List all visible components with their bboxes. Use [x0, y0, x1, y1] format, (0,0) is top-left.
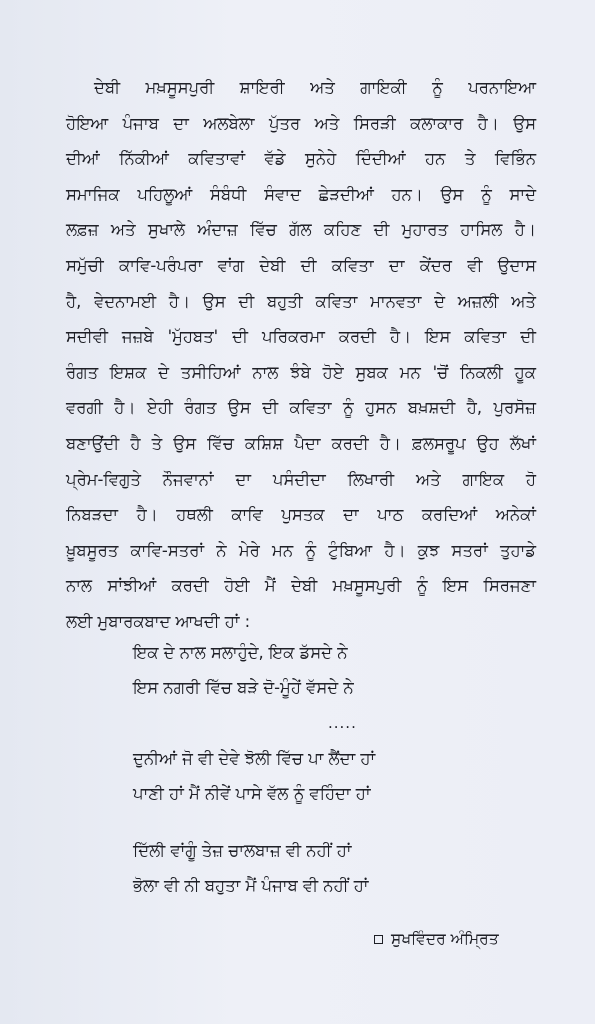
word: ਵੇਦਨਾਮਈ: [94, 291, 157, 311]
paragraph-line: ਲਈ ਮੁਬਾਰਕਬਾਦ ਆਖਦੀ ਹਾਂ :: [66, 611, 251, 631]
word: ਦੇ: [434, 291, 445, 311]
word: ਉਸ: [202, 291, 226, 311]
word: ਦਾ: [235, 469, 251, 489]
word: ਨੂੰ: [342, 398, 354, 418]
word: ਤੇ: [151, 433, 163, 453]
word: ਨੌਜਵਾਨਾਂ: [162, 469, 214, 489]
paragraph-line: [66, 177, 536, 213]
word: ਦਾ: [173, 113, 189, 133]
paragraph-line: [66, 462, 536, 498]
paragraph-line: [66, 284, 536, 320]
word: ਕਰਦਿਆਂ: [421, 505, 478, 525]
word: ਨੇ: [216, 540, 227, 560]
word: ਉਦਾਸ: [497, 255, 536, 275]
stanza-separator: .....: [328, 714, 357, 732]
word: ਗੱਲ: [289, 220, 312, 240]
paragraph-line: [66, 390, 536, 426]
word: ਦੇ: [158, 362, 170, 382]
word: ਮਖ਼ਸੂਸਪੁਰੀ: [332, 576, 402, 596]
word: ਵੱਡੇ: [264, 149, 286, 169]
word: ਵਾਂਗ: [217, 255, 245, 275]
word: ਹੂਕ: [514, 362, 536, 382]
word: ਮਨ: [399, 362, 421, 382]
word: ਦੀ: [300, 255, 317, 275]
word: ਕਾਵਿ-ਪਰੰਪਰਾ: [118, 255, 203, 275]
word: ਹੈ।: [114, 398, 136, 418]
word: ਸ਼ਾਇਰੀ: [239, 78, 285, 97]
word: ਨਾਲ: [66, 576, 93, 596]
word: ਖ਼ੂਬਸੂਰਤ: [66, 540, 119, 560]
word: ਸਦੀਵੀ: [66, 327, 108, 347]
word: ਦੇਬੀ: [291, 576, 318, 596]
word: ਮੇਰੇ: [238, 540, 260, 560]
word: ਕਵਿਤਾ: [289, 398, 332, 418]
word: ਉਸ: [513, 113, 536, 133]
word: ਲੱਖਾਂ: [509, 433, 536, 453]
word: ਅਤੇ: [416, 469, 441, 489]
word: ਨੂੰ: [432, 78, 443, 97]
word: ਟੁੰਬਿਆ: [328, 540, 373, 560]
word: ਦੇਬੀ: [259, 255, 286, 275]
word: ਗਾਇਕ: [462, 469, 505, 489]
word: ਸਮੁੱਚੀ: [66, 255, 104, 275]
word: ਦਾ: [388, 255, 405, 275]
word: ਅਨੇਕਾਂ: [495, 505, 536, 525]
word: ਅਤੇ: [314, 113, 340, 133]
word: ਅਤੇ: [511, 291, 536, 311]
paragraph-line: [66, 70, 536, 106]
word: ਸੁਖਾਲੇ: [147, 220, 185, 240]
word: ਕਰਦੀ: [338, 327, 376, 347]
word: ਬਣਾਉਂਦੀ: [66, 433, 120, 453]
word: ਬਖ਼ਸ਼ਦੀ: [407, 398, 456, 418]
word: ਕਾਵਿ-ਸਤਰਾਂ: [130, 540, 205, 560]
paragraph-line: [66, 212, 536, 248]
word: ਅਤੇ: [110, 220, 136, 240]
word: ਕਰਦੀ: [171, 576, 209, 596]
word: ਹੋਏ: [322, 362, 344, 382]
word: ਹੈ।: [389, 327, 412, 347]
verse-line: ਦਿੱਲੀ ਵਾਂਗੂੰ ਤੇਜ਼ ਚਾਲਬਾਜ਼ ਵੀ ਨਹੀਂ ਹਾਂ: [133, 841, 352, 860]
word: ਸਿਰਜਣਾ: [483, 576, 536, 596]
word: ਵਰਗੀ: [66, 398, 103, 418]
verse-line: ਇਸ ਨਗਰੀ ਵਿੱਚ ਬੜੇ ਦੋ-ਮੂੰਹੇਂ ਵੱਸਦੇ ਨੇ: [133, 678, 354, 697]
word: ਪੁਰਸੋਜ਼: [493, 398, 536, 418]
word: ਵੀ: [467, 255, 483, 275]
word: ਦੀ: [373, 220, 390, 240]
word: ਲਫ਼ਜ਼: [66, 220, 99, 240]
word: ਕਰਦੀ: [331, 433, 369, 453]
word: ਤੁਹਾਡੇ: [500, 540, 536, 560]
word: ਪਾਠ: [377, 505, 404, 525]
author-name: ਸੁਖਵਿੰਦਰ ਅੰਮ੍ਰਿਤ: [391, 930, 499, 948]
word: ਨਿਕਲੀ: [460, 362, 503, 382]
word: ਬਹੁਤੀ: [266, 291, 303, 311]
word: ਕੁਝ: [417, 540, 440, 560]
word: ਇਸ: [425, 327, 451, 347]
word: ਕਵਿਤਾ: [331, 255, 374, 275]
word: ਦੇਬੀ: [94, 78, 121, 97]
word: ਸਤਰਾਂ: [451, 540, 488, 560]
word: ਹੈ।: [477, 113, 499, 133]
word: ਹੁਸਨ: [365, 398, 397, 418]
word: ਕਲਾਕਾਰ: [410, 113, 464, 133]
paragraph-line: [66, 426, 536, 462]
word: ਉਸ: [440, 184, 464, 204]
word: ਅਲਬੇਲਾ: [203, 113, 255, 133]
verse-line: ਪਾਣੀ ਹਾਂ ਮੈਂ ਨੀਵੇਂ ਪਾਸੇ ਵੱਲ ਨੂੰ ਵਹਿੰਦਾ ਹਾਂ: [133, 784, 371, 803]
paragraph-line: [66, 355, 536, 391]
word: ਦੀ: [232, 327, 248, 347]
paragraph-line: [66, 141, 536, 177]
paragraph-line: [66, 319, 536, 355]
word: ਝੰਬੇ: [290, 362, 311, 382]
word: ਨੂੰ: [305, 540, 316, 560]
word: ਜਜ਼ਬੇ: [121, 327, 154, 347]
word: ਹਥਲੀ: [176, 505, 213, 525]
word: ਨਿੱਕੀਆਂ: [119, 149, 169, 169]
word: ਨਾਲ: [252, 362, 279, 382]
word: ਦੀ: [238, 291, 255, 311]
word: ਪਰਿਕਰਮਾ: [261, 327, 325, 347]
word: ਸਾਦੇ: [509, 184, 536, 204]
word: ਹੈ: [130, 433, 141, 453]
word: ਵਿੱਚ: [250, 220, 277, 240]
word: ਇਸ: [442, 576, 469, 596]
word: ਹੈ,: [66, 291, 82, 311]
word: ਦਿੰਦੀਆਂ: [355, 149, 406, 169]
word: ਇਸ਼ਕ: [109, 362, 147, 382]
paragraph-line: [66, 533, 536, 569]
word: ਰੰਗਤ: [184, 398, 217, 418]
word: ਨੂੰ: [481, 184, 492, 204]
verse-line: ਇਕ ਦੇ ਨਾਲ ਸਲਾਹੁੰਦੇ, ਇਕ ਡੱਸਦੇ ਨੇ: [133, 643, 348, 662]
word: ਅੰਦਾਜ਼: [197, 220, 238, 240]
word: ਹਨ: [425, 149, 446, 169]
word: ਪਸੰਦੀਦਾ: [272, 469, 326, 489]
word: ਫ਼ਲਸਰੂਪ: [412, 433, 466, 453]
word: ਪੁਸਤਕ: [281, 505, 325, 525]
word: ਪੈਦਾ: [294, 433, 321, 453]
word: ਤਸੀਹਿਆਂ: [180, 362, 241, 382]
word: ਮੁਹਾਰਤ: [401, 220, 448, 240]
word: ਏਹੀ: [146, 398, 173, 418]
word: ਅਤੇ: [310, 78, 335, 97]
poem-excerpt: [133, 635, 533, 903]
intro-paragraph: [66, 70, 536, 640]
word: ਹਾਸਿਲ: [460, 220, 503, 240]
word: ਮਖ਼ਸੂਸਪੁਰੀ: [145, 78, 215, 97]
word: ਸੁਨੇਹੇ: [304, 149, 337, 169]
word: ਦੀ: [520, 327, 536, 347]
word: ਨੂੰ: [416, 576, 428, 596]
word: ਉਸ: [173, 433, 197, 453]
word: ਪੰਜਾਬ: [122, 113, 159, 133]
word: ਮੈਂ: [264, 576, 276, 596]
verse-line: ਭੋਲਾ ਵੀ ਨੀ ਬਹੁਤਾ ਮੈਂ ਪੰਜਾਬ ਵੀ ਨਹੀਂ ਹਾਂ: [133, 876, 369, 895]
word: ਪਹਿਲੂਆਂ: [137, 184, 193, 204]
word: ਪ੍ਰੇਮ-ਵਿਗੁਤੇ: [66, 469, 141, 489]
word: ਕਵਿਤਾਵਾਂ: [188, 149, 246, 169]
word: ਦਾ: [343, 505, 359, 525]
word: ਹੋਈ: [224, 576, 250, 596]
word: ਕੇਂਦਰ: [419, 255, 452, 275]
word: ਮਾਨਵਤਾ: [370, 291, 422, 311]
word: ਹੈ,: [466, 398, 483, 418]
paragraph-line: [66, 568, 536, 604]
word: ਛੇੜਦੀਆਂ: [318, 184, 374, 204]
word: ਰੰਗਤ: [66, 362, 99, 382]
word: ਕਵਿਤਾ: [315, 291, 358, 311]
word: ਹੈ।: [514, 220, 536, 240]
word: 'ਮੁੱਹਬਤ': [167, 327, 219, 347]
word: ਪਰਨਾਇਆ: [468, 78, 536, 97]
word: ਕਸ਼ਿਸ਼: [244, 433, 284, 453]
word: ਹੈ।: [379, 433, 401, 453]
word: ਤੇ: [464, 149, 476, 169]
word: ਸਾਂਝੀਆਂ: [107, 576, 157, 596]
word: ਵਿਭਿੰਨ: [494, 149, 536, 169]
word: ਸਮਾਜਿਕ: [66, 184, 120, 204]
word: ਸੁਬਕ: [355, 362, 388, 382]
word: ਨਿਬੜਦਾ: [66, 505, 118, 525]
word: ਹੋ: [525, 469, 536, 489]
word: ਉਸ: [227, 398, 251, 418]
word: ਦੀ: [262, 398, 279, 418]
paragraph-line: [66, 248, 536, 284]
word: ਸਿਰੜੀ: [353, 113, 396, 133]
word: ਹਨ।: [391, 184, 423, 204]
word: ਹੈ।: [384, 540, 406, 560]
word: ਪੁੱਤਰ: [268, 113, 301, 133]
word: ਦੀਆਂ: [66, 149, 100, 169]
word: ਅਜ਼ਲੀ: [457, 291, 499, 311]
word: ਕਾਵਿ: [231, 505, 263, 525]
word: ਸੰਵਾਦ: [264, 184, 301, 204]
paragraph-line: [66, 106, 536, 142]
square-bullet-icon: [374, 935, 383, 944]
word: ਕਹਿਣ: [323, 220, 362, 240]
word: ਹੋਇਆ: [66, 113, 109, 133]
word: ਸੰਬੰਧੀ: [209, 184, 247, 204]
author-signature: [374, 930, 499, 949]
word: ਗਾਇਕੀ: [360, 78, 407, 97]
verse-line: ਦੁਨੀਆਂ ਜੋ ਵੀ ਦੇਵੇ ਝੋਲੀ ਵਿੱਚ ਪਾ ਲੈਂਦਾ ਹਾਂ: [133, 749, 376, 768]
word: ਲਿਖਾਰੀ: [347, 469, 395, 489]
stanza-gap: [133, 811, 533, 833]
paragraph-line: [66, 497, 536, 533]
word: ਵਿੱਚ: [207, 433, 234, 453]
word: ਹੈ।: [168, 291, 191, 311]
word: ਉਹ: [476, 433, 499, 453]
word: ਹੈ।: [136, 505, 158, 525]
word: 'ਚੋਂ: [432, 362, 449, 382]
word: ਕਵਿਤਾ: [464, 327, 507, 347]
word: ਮਨ: [272, 540, 294, 560]
